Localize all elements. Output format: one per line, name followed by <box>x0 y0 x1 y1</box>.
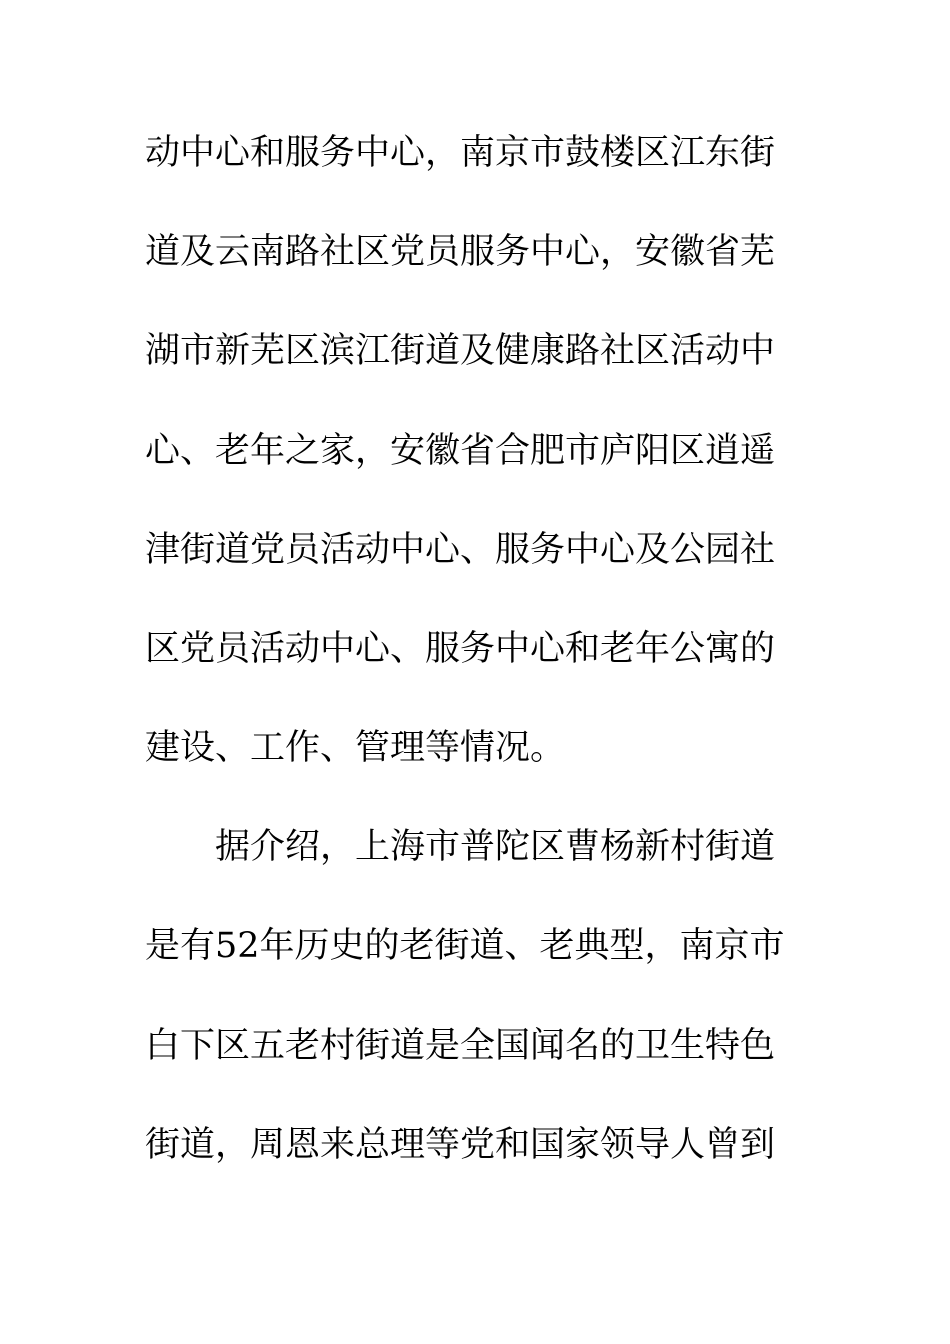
text-line: 建设、工作、管理等情况。 <box>145 728 566 768</box>
text-line: 津街道党员活动中心、服务中心及公园社 <box>145 530 776 570</box>
text-line: 湖市新芜区滨江街道及健康路社区活动中 <box>145 331 776 371</box>
paragraph-first-line: 据介绍，上海市普陀区曹杨新村街道 <box>215 827 776 867</box>
text-line: 动中心和服务中心，南京市鼓楼区江东街 <box>145 133 776 173</box>
text-line: 区党员活动中心、服务中心和老年公寓的 <box>145 629 776 669</box>
text-line: 道及云南路社区党员服务中心，安徽省芜 <box>145 232 776 272</box>
text-line: 街道，周恩来总理等党和国家领导人曾到 <box>145 1125 776 1165</box>
text-line: 白下区五老村街道是全国闻名的卫生特色 <box>145 1026 776 1066</box>
text-line: 是有52年历史的老街道、老典型，南京市 <box>145 926 785 966</box>
text-line: 心、老年之家，安徽省合肥市庐阳区逍遥 <box>145 431 776 471</box>
